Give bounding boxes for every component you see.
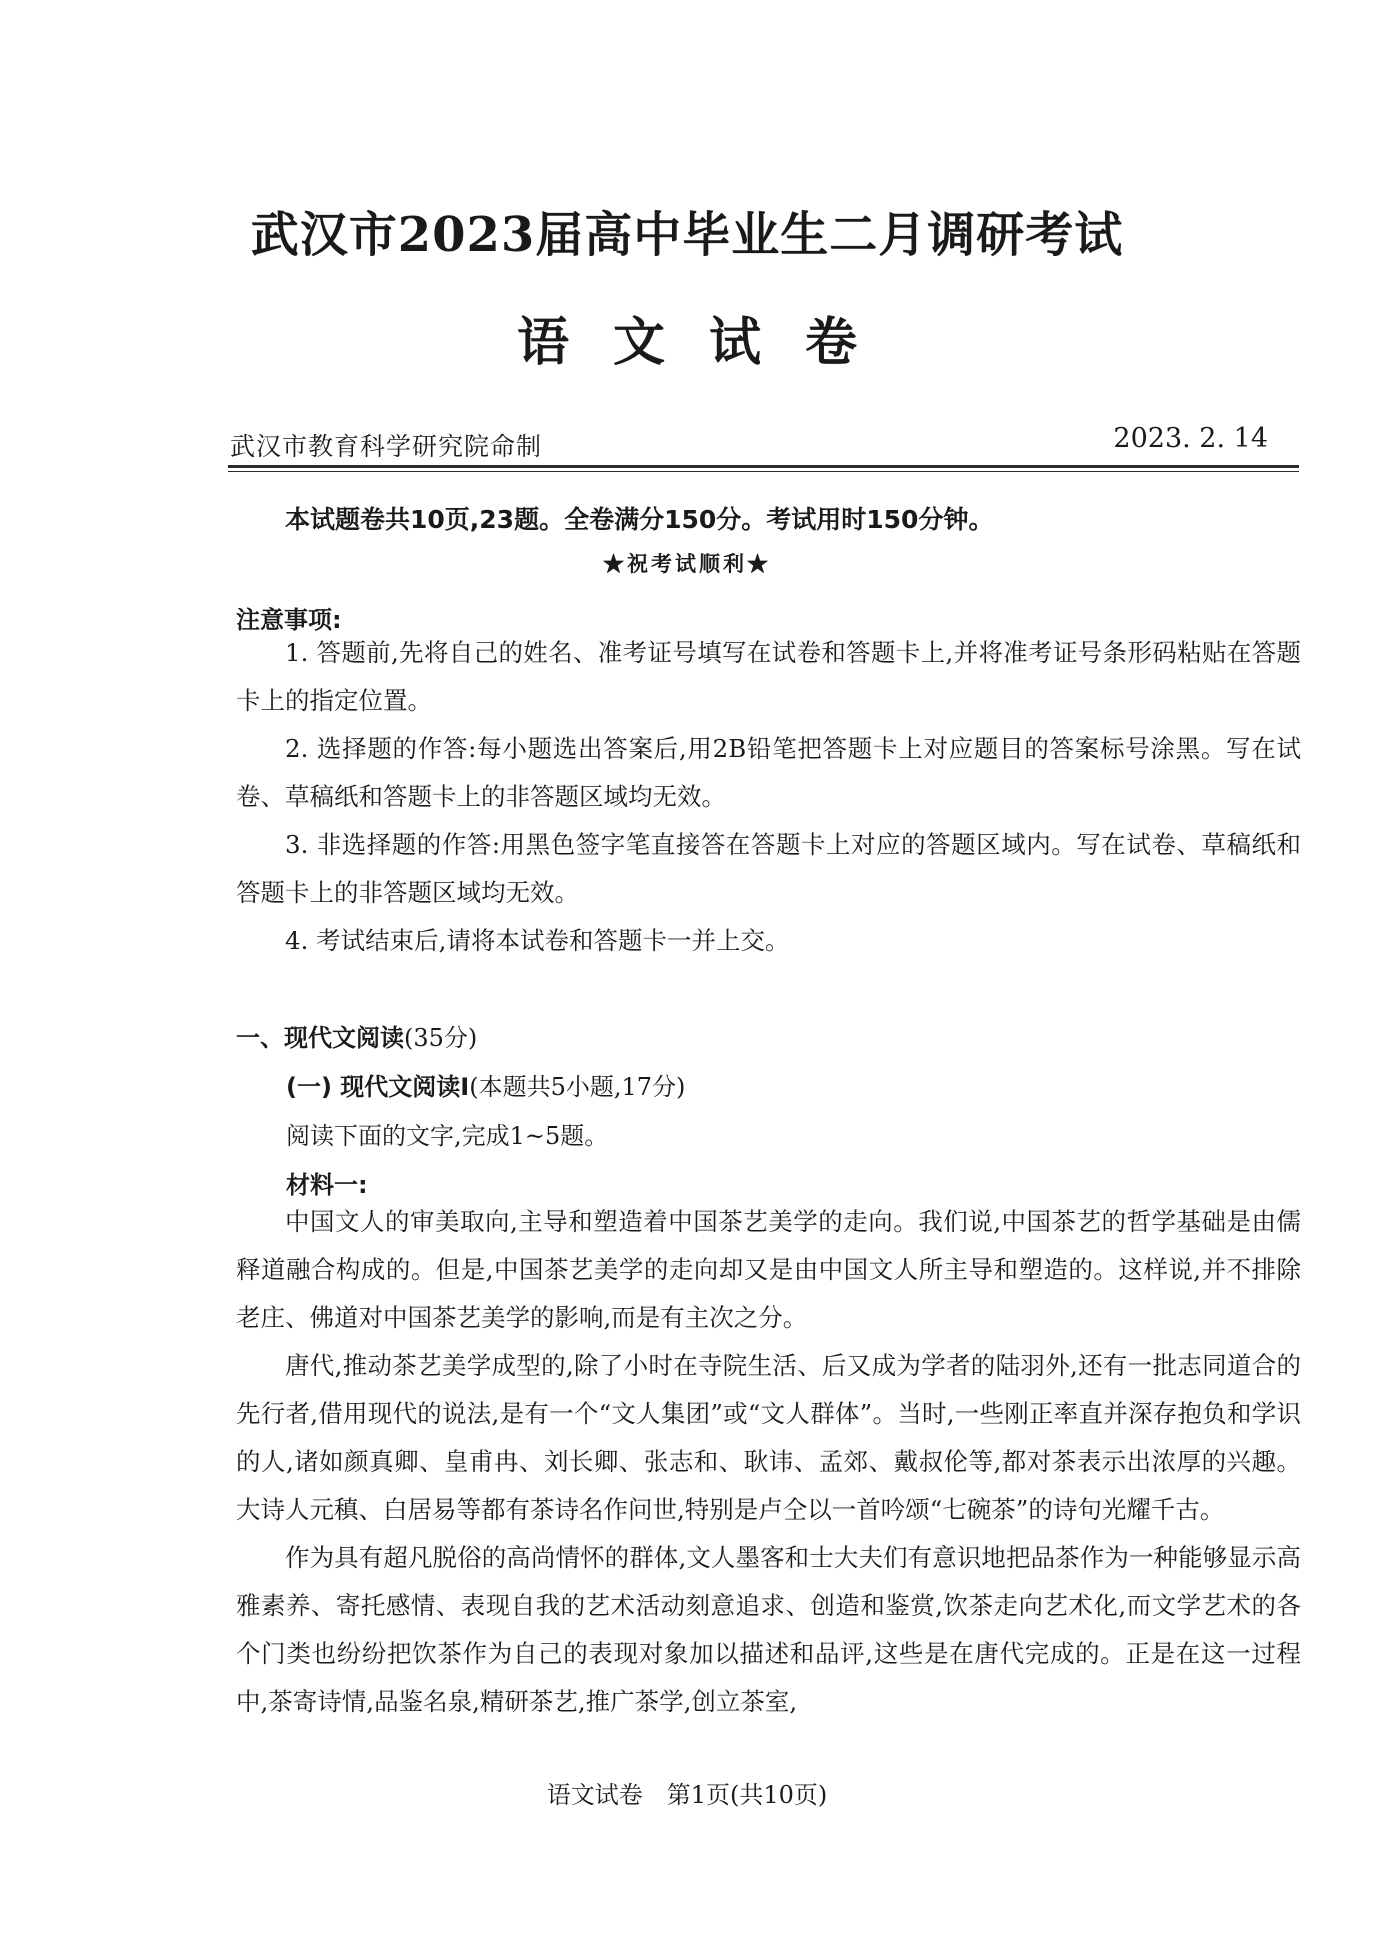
notice-title: 注意事项: [236, 606, 342, 634]
reading-instruction: 阅读下面的文字,完成1~5题。 [286, 1122, 609, 1150]
page-footer: 语文试卷 第1页(共10页) [546, 1781, 828, 1809]
material-text [236, 1198, 1301, 1726]
section-title: 一、现代文阅读 [236, 1024, 404, 1052]
part-heading [286, 1067, 685, 1102]
part-note: (本题共5小题,17分) [469, 1073, 686, 1101]
notice-item: 2. 选择题的作答:每小题选出答案后,用2B铅笔把答题卡上对应题目的答案标号涂黑。写在试卷、草稿纸和答题卡上的非答题区域均无效。 [236, 734, 1301, 811]
blessing: ★祝考试顺利★ [603, 551, 771, 576]
exam-subject: 语文试卷 [516, 312, 901, 373]
section-score: (35分) [404, 1024, 478, 1052]
section-heading [236, 1018, 477, 1053]
material-paragraph: 作为具有超凡脱俗的高尚情怀的群体,文人墨客和士大夫们有意识地把品茶作为一种能够显示高雅素养、寄托感情、表现自我的艺术活动刻意追求、创造和鉴赏,饮茶走向艺术化,而文学艺术的各个门类也纷纷把饮茶作为自己的表现对象加以描述和品评,这些是在唐代完成的。正是在这一过程中,茶寄诗情,品鉴名泉,精研茶艺,推广茶学,创立茶室, [236, 1543, 1301, 1716]
part-title: (一) 现代文阅读Ⅰ [286, 1073, 470, 1101]
issuer: 武汉市教育科学研究院命制 [230, 432, 543, 461]
header-rule-thick [228, 465, 1299, 468]
exam-info: 本试题卷共10页,23题。全卷满分150分。考试用时150分钟。 [285, 505, 994, 534]
notice-item: 3. 非选择题的作答:用黑色签字笔直接答在答题卡上对应的答题区域内。写在试卷、草稿纸和答题卡上的非答题区域均无效。 [236, 830, 1301, 907]
notice-item: 4. 考试结束后,请将本试卷和答题卡一并上交。 [285, 926, 790, 955]
notice-list [236, 629, 1301, 965]
header-rule-thin [228, 471, 1299, 472]
material-paragraph: 中国文人的审美取向,主导和塑造着中国茶艺美学的走向。我们说,中国茶艺的哲学基础是由儒释道融合构成的。但是,中国茶艺美学的走向却又是由中国文人所主导和塑造的。这样说,并不排除老庄、佛道对中国茶艺美学的影响,而是有主次之分。 [236, 1207, 1301, 1332]
material-paragraph: 唐代,推动茶艺美学成型的,除了小时在寺院生活、后又成为学者的陆羽外,还有一批志同道合的先行者,借用现代的说法,是有一个“文人集团”或“文人群体”。当时,一些刚正率直并深存抱负和学识的人,诸如颜真卿、皇甫冉、刘长卿、张志和、耿讳、孟郊、戴叔伦等,都对茶表示出浓厚的兴趣。大诗人元稹、白居易等都有茶诗名作问世,特别是卢仝以一首吟颂“七碗茶”的诗句光耀千古。 [236, 1351, 1301, 1524]
exam-date: 2023. 2. 14 [1113, 423, 1268, 454]
material-label: 材料一: [286, 1171, 368, 1199]
notice-item: 1. 答题前,先将自己的姓名、准考证号填写在试卷和答题卡上,并将准考证号条形码粘贴在答题卡上的指定位置。 [236, 638, 1301, 715]
exam-title: 武汉市2023届高中毕业生二月调研考试 [250, 207, 1124, 263]
